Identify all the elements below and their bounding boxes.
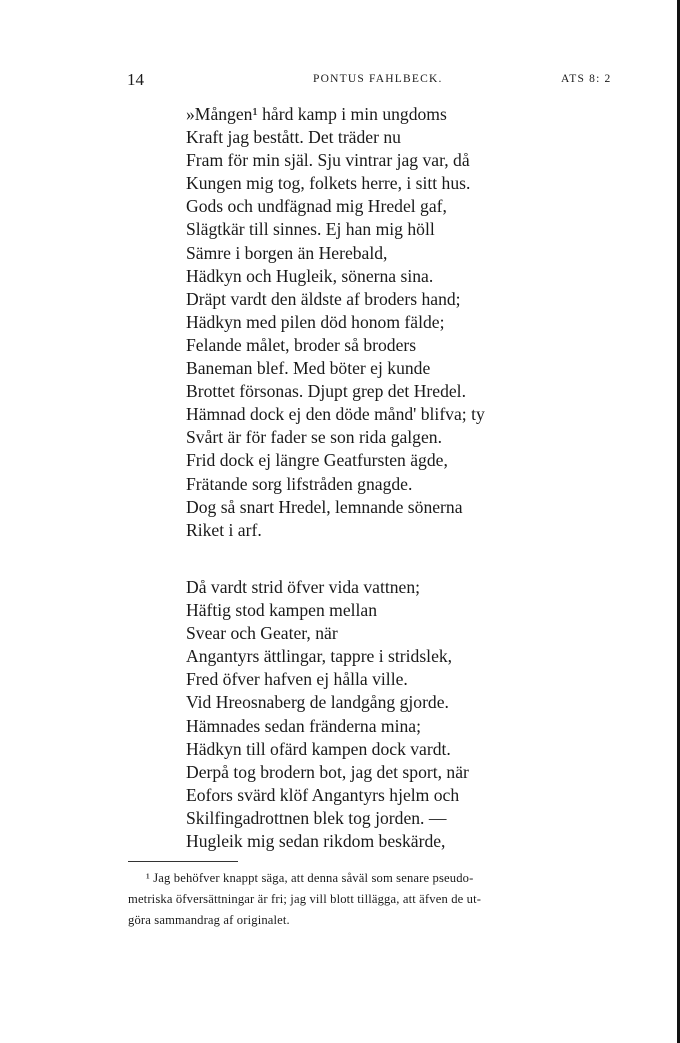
footnote-line: göra sammandrag af originalet. <box>128 913 290 927</box>
verse-line: Riket i arf. <box>186 519 262 540</box>
verse-line: Gods och undfägnad mig Hredel gaf, <box>186 196 447 217</box>
verse-line: Baneman blef. Med böter ej kunde <box>186 358 431 379</box>
verse-line: Brottet försonas. Djupt grep det Hredel. <box>186 381 466 402</box>
verse-line: Felande målet, broder så broders <box>186 334 417 355</box>
verse-line: Fram för min själ. Sju vintrar jag var, då <box>186 150 470 171</box>
footnote-line: metriska öfversättningar är fri; jag vill blott tillägga, att äfven de ut- <box>128 892 482 906</box>
verse-line: Skilfingadrottnen blek tog jorden. — <box>186 807 447 828</box>
verse-line: Kungen mig tog, folkets herre, i sitt hus. <box>186 173 471 194</box>
verse-line: Vid Hreosnaberg de landgång gjorde. <box>186 692 449 713</box>
verse-line: Dog så snart Hredel, lemnande sönerna <box>186 496 463 517</box>
running-title: PONTUS FAHLBECK. <box>313 73 443 85</box>
verse-line: Slägtkär till sinnes. Ej han mig höll <box>186 219 435 240</box>
verse-line: Kraft jag bestått. Det träder nu <box>186 127 401 148</box>
series-mark: ATS 8: 2 <box>561 73 612 85</box>
verse-line: Fred öfver hafven ej hålla ville. <box>186 669 408 690</box>
verse-line: Frätande sorg lifstråden gnagde. <box>186 473 413 494</box>
footnote <box>128 868 628 931</box>
verse-line: Hugleik mig sedan rikdom beskärde, <box>186 831 446 852</box>
verse-line: Hämnades sedan fränderna mina; <box>186 715 421 736</box>
verse-line: Hädkyn med pilen död honom fälde; <box>186 311 445 332</box>
page-number: 14 <box>127 70 144 89</box>
verse-stanza-2 <box>186 576 586 853</box>
verse-stanza-1 <box>186 103 586 542</box>
verse-line: Hädkyn och Hugleik, sönerna sina. <box>186 265 434 286</box>
footnote-line: ¹ Jag behöfver knappt säga, att denna såväl som senare pseudo- <box>146 871 474 885</box>
page-header <box>0 70 680 90</box>
verse-line: Då vardt strid öfver vida vattnen; <box>186 577 421 597</box>
footnote-divider <box>128 861 238 862</box>
verse-line: Häftig stod kampen mellan <box>186 600 378 621</box>
verse-line: Frid dock ej längre Geatfursten ägde, <box>186 450 448 471</box>
verse-line: »Mången¹ hård kamp i min ungdoms <box>186 104 447 124</box>
verse-line: Hädkyn till ofärd kampen dock vardt. <box>186 738 451 759</box>
verse-line: Hämnad dock ej den döde månd' blifva; ty <box>186 404 485 425</box>
verse-line: Svårt är för fader se son rida galgen. <box>186 427 442 448</box>
verse-line: Dräpt vardt den äldste af broders hand; <box>186 288 461 309</box>
verse-line: Eofors svärd klöf Angantyrs hjelm och <box>186 784 460 805</box>
verse-line: Sämre i borgen än Herebald, <box>186 242 388 263</box>
verse-line: Angantyrs ättlingar, tappre i stridslek, <box>186 646 453 667</box>
verse-line: Derpå tog brodern bot, jag det sport, när <box>186 761 469 782</box>
verse-line: Svear och Geater, när <box>186 623 338 644</box>
